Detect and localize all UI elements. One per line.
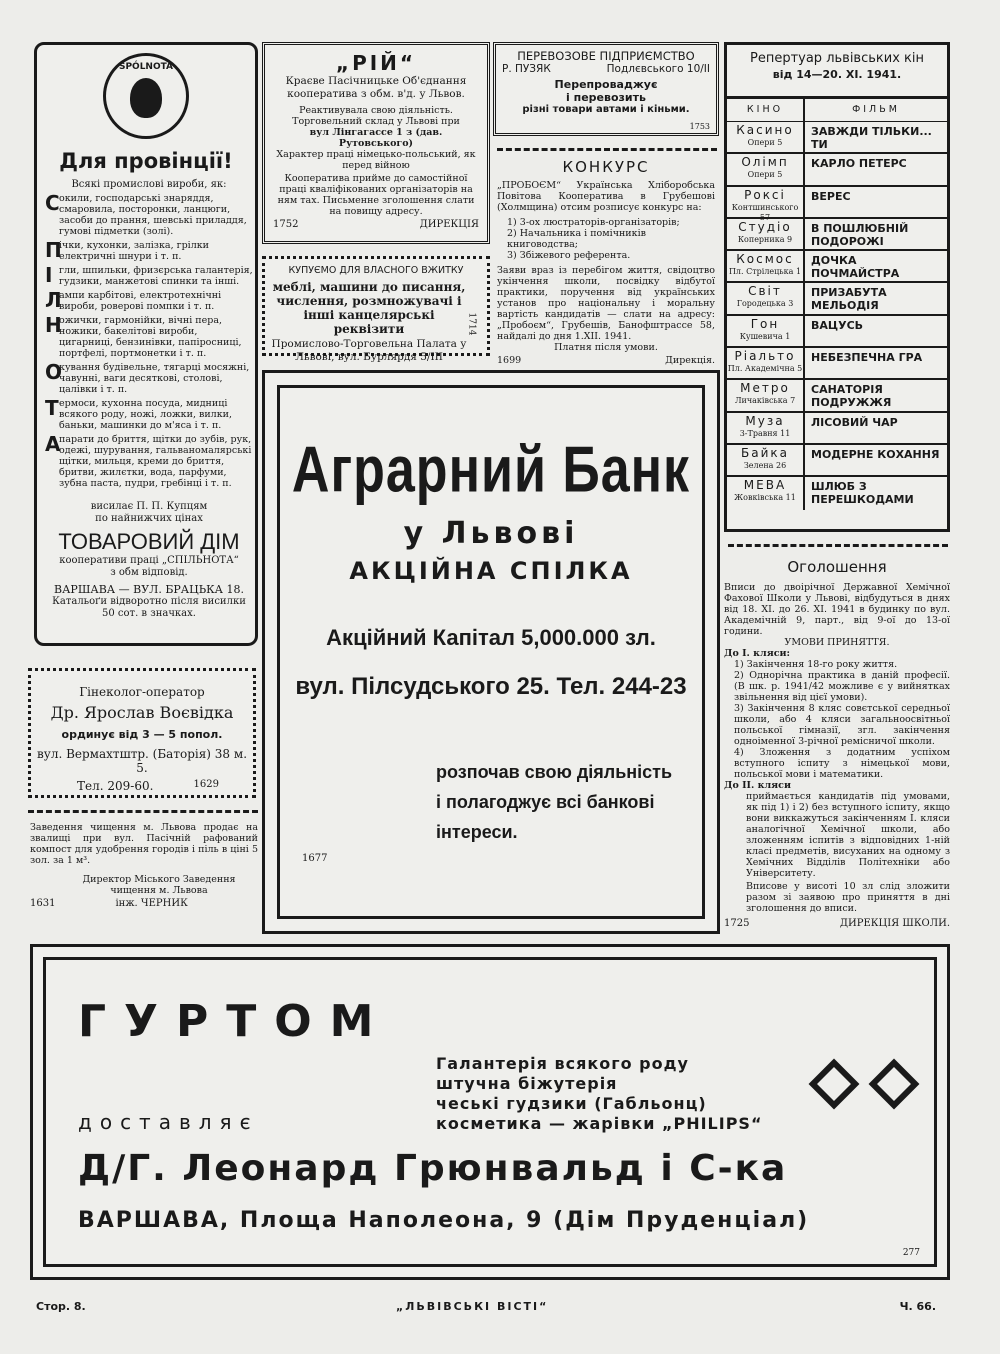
cinema-name: Світ [748, 284, 782, 299]
repertoire-rows [727, 122, 947, 510]
item-text: ампи карбітові, електротехнічні вироби, роверові помпки і т. п. [59, 290, 222, 312]
logo-text: SPÓLNOTA [118, 62, 174, 72]
rii-street: вул Лінгагассе 1 з (дав. Рутовського) [309, 127, 443, 149]
repertoire-row [727, 122, 947, 154]
goods-3: чеські гудзики (Габльонц) [436, 1094, 707, 1113]
cinema-address: Пл. Стрілецька 1 [728, 267, 802, 277]
cinema-repertoire [724, 42, 950, 532]
rii-p3: Кооператива прийме до самостійної праці кваліфікованих організаторів на ням тах. Письменне зголошення слати на повищу адресу. [277, 173, 475, 217]
mercury-head-icon [130, 78, 162, 118]
compost-num: 1631 [30, 898, 56, 909]
bank-l3: інтереси. [436, 822, 518, 842]
newspaper-name: „ЛЬВІВСЬКІ ВІСТІ“ [396, 1300, 549, 1313]
compost-sign3: інж. ЧЕРНИК [115, 898, 188, 909]
contest-item: 1) 3-ох люстраторів-організаторів; [507, 217, 680, 228]
cinema-cell [727, 413, 805, 443]
rii-ad [262, 42, 490, 244]
ann-c2: До ІІ. кляси [724, 780, 792, 791]
transport-addr: Подлєвського 10/II [606, 63, 710, 75]
compost-sign2: чищення м. Львова [110, 885, 208, 896]
provinces-item [45, 193, 253, 237]
provinces-items [45, 193, 253, 492]
cinema-address: Пл. Академічна 5 [727, 364, 803, 374]
col-film: ФІЛЬМ [852, 104, 900, 115]
cinema-cell [727, 122, 805, 152]
repertoire-row [727, 154, 947, 186]
cinema-cell [727, 219, 805, 249]
cinema-cell [727, 380, 805, 410]
cinema-address: Опери 5 [747, 138, 783, 147]
rii-sub: Краєве Пасічницьке Об'єднання кооператива з обм. в'д. у Львов. [285, 75, 467, 100]
spolnota-logo [103, 53, 189, 139]
page-footer [36, 1300, 946, 1320]
item-text: ічки, кухонки, залізка, грілки електричні шнури і т. п. [59, 240, 210, 262]
transport-num: 1753 [689, 122, 710, 131]
ann-intro: Вписи до двоірічної Державної Хемічної Фахової Школи у Львові, відбудуться в днях від 18. XI. до 26. XI. 1941 в будинку по вул. Академічній 9, парт., від 9-ої до 13-ої години. [724, 582, 950, 637]
bank-address: вул. Пілсудського 25. Тел. 244-23 [295, 673, 687, 700]
contest-sign: Дирекція. [665, 355, 715, 366]
provinces-item [45, 265, 253, 287]
agrarian-bank-ad [262, 370, 720, 934]
provinces-item [45, 315, 253, 359]
contest-num: 1699 [497, 355, 522, 366]
provinces-item [45, 434, 253, 489]
cinema-name: Олімп [741, 155, 789, 170]
company-address: ВАРШАВА — ВУЛ. БРАЦЬКА 18. [54, 583, 244, 596]
cinema-cell [727, 445, 805, 475]
note1: висилає П. П. Купцям [90, 501, 208, 512]
film-title: ДОЧКА ПОЧМАЙСТРА [811, 254, 900, 281]
school-announcement [724, 552, 950, 932]
repertoire-row [727, 187, 947, 222]
gyn-name: Др. Ярослав Воєвідка [50, 703, 234, 722]
contest-item: 3) Збіжевого референта. [507, 250, 631, 261]
rii-title: „РІЙ“ [335, 51, 417, 75]
cinema-address: Кушевича 1 [739, 331, 791, 341]
repertoire-columns [727, 99, 947, 122]
divider [28, 810, 258, 813]
bank-capital: Акційний Капітал 5,000.000 зл. [326, 625, 656, 650]
cinema-address: 3-Травня 11 [739, 428, 791, 438]
goods-list [436, 1054, 762, 1134]
item-initial: Н [45, 313, 62, 337]
repertoire-row [727, 219, 947, 251]
buying-ad [262, 256, 490, 363]
transport-title: ПЕРЕВОЗОВЕ ПІДПРИЄМСТВО [517, 49, 695, 63]
ann-item: 2) Однорічна практика в даній професії. (В шк. р. 1941/42 можливе є у вийнятках звільнення від цієї умови). [734, 670, 950, 703]
item-text: ермоси, кухонна посуда, мидниці всякого роду, ножі, ложки, вилки, баньки, машинки до м'яса і т. п. [59, 398, 232, 431]
bank-city: у Львові [403, 516, 579, 551]
item-initial: Л [45, 288, 62, 312]
transport-l3: різні товари автами і кіньми. [522, 104, 690, 115]
contest-intro: „ПРОБОЄМ“ Українська Хліборобська Повітова Кооператива в Грубешові (Холмщина) отсим розписує конкурс на: [497, 180, 715, 213]
gyn-street: вул. Вермахтштр. (Баторія) 38 м. 5. [37, 747, 248, 775]
compost-text: Заведення чищення м. Львова продає на звалищі при вул. Пасічній рафований компост для удобрення городів і піль в ціні 5 зол. за 1 м³. [30, 822, 258, 866]
gurtom-firm: Д/Г. Леонард Грюнвальд і С-ка [78, 1148, 788, 1189]
catalog-line1: Катальоґи відворотно після висилки [52, 596, 246, 607]
film-title: ВАЦУСЬ [811, 318, 864, 332]
contest-text: Заяви враз із перебігом життя, свідоцтво укінчення школи, посвідку відбутої практики, поручення від українських установ про національну і моральну вартість кандидатів — слати на адресу: „Пробоєм“, Грубешів, Банофштрассе 58, найдалі до дня 1.XII. 1941. [497, 265, 715, 342]
cinema-address: Жовківська 11 [734, 493, 796, 503]
ann-items [724, 659, 950, 780]
cinema-address: Зелена 26 [743, 460, 787, 470]
cinema-cell [727, 316, 805, 346]
gurtom-frame [43, 957, 937, 1267]
repertoire-title: Репертуар львівських кін [749, 51, 924, 66]
cinema-name: МЕВА [743, 478, 787, 493]
repertoire-row [727, 251, 947, 283]
transport-l1: Перепроваджує [554, 78, 658, 91]
cinema-name: Роксі [744, 187, 786, 202]
gurtom-num: 277 [902, 1248, 920, 1258]
cinema-cell [727, 187, 805, 222]
diamond-icon [809, 1059, 860, 1110]
gurtom-ad [30, 944, 950, 1280]
compost-sign1: Директор Міського Заведення [82, 874, 236, 885]
item-initial: О [45, 360, 63, 384]
provinces-intro: Всякі промислові вироби, як: [71, 179, 227, 190]
item-text: ожички, гармонійки, вічні пера, ножики, бакелітові вироби, цигарниці, бензинівки, папіросниці, портфелі, портмонетки і т. п. [59, 315, 242, 359]
ann-item: 3) Закінчення 8 кляс совєтської середньої школи, або 4 кляси загальноосвітньої польської гімназії, згл. закінчення одноіменної 3-річної ремісничої школи. [734, 703, 950, 747]
cinema-address: Городецька 3 [736, 299, 794, 309]
note2: по найнижчих цінах [95, 513, 203, 524]
bank-num: 1677 [302, 853, 328, 864]
film-title: ВЕРЕС [811, 189, 851, 203]
page-number: Стор. 8. [36, 1300, 86, 1313]
cinema-address: Коперника 9 [737, 234, 793, 244]
ann-item: 4) Зложення з додатним успіхом вступного іспиту з німецької мови, польської мови і математики. [734, 747, 950, 780]
repertoire-row [727, 283, 947, 315]
gurtom-address: ВАРШАВА, Площа Наполеона, 9 (Дім Пруденціал) [78, 1208, 810, 1233]
provinces-item [45, 398, 253, 431]
cinema-cell [727, 251, 805, 281]
repertoire-row [727, 348, 947, 380]
cinema-name: Касино [736, 123, 794, 137]
col-cinema: КІНО [727, 99, 805, 121]
provinces-item [45, 240, 253, 262]
diamond-icon [869, 1059, 920, 1110]
contest-pay: Платня після умови. [554, 342, 658, 353]
item-initial: П [45, 238, 62, 262]
provinces-item [45, 290, 253, 312]
ann-sign: ДИРЕКЦІЯ ШКОЛИ. [839, 918, 950, 929]
bank-l1: розпочав свою діяльність [436, 762, 673, 782]
film-title: ПРИЗАБУТА МЕЛЬОДІЯ [811, 286, 887, 313]
ann-item: 1) Закінчення 18-го року життя. [734, 659, 898, 670]
film-title: САНАТОРІЯ ПОДРУЖЖЯ [811, 383, 892, 410]
catalog-line2: 50 сот. в значках. [102, 608, 196, 619]
contest-ad [493, 146, 719, 366]
provinces-title: Для провінції! [59, 149, 233, 173]
cinema-address: Контшинського 57 [731, 202, 799, 222]
buying-line2: меблі, машини до писання, числення, розмножувачі і інші канцелярські реквізити [272, 280, 466, 336]
transport-l2: і перевозить [566, 91, 646, 104]
cinema-name: Гон [750, 316, 780, 331]
repertoire-row [727, 380, 947, 412]
goods-2: штучна біжутерія [436, 1074, 618, 1093]
gynecologist-ad [28, 668, 256, 798]
item-text: окили, господарські знаряддя, смаровила, посторонки, ланцюги, засоби до прання, шевські приладдя, гумові підметки (золі). [59, 193, 247, 237]
buying-line1: КУПУЄМО ДЛЯ ВЛАСНОГО ВЖИТКУ [288, 265, 464, 276]
gyn-hours: ординує від 3 — 5 попол. [61, 728, 223, 741]
gyn-phone: Тел. 209-60. [77, 779, 154, 793]
film-title: НЕБЕЗПЕЧНА ГРА [811, 351, 923, 365]
item-initial: А [45, 432, 61, 456]
film-title: МОДЕРНЕ КОХАННЯ [811, 447, 940, 461]
cinema-address: Личаківська 7 [734, 396, 796, 406]
goods-1: Галантерія всякого роду [436, 1054, 689, 1073]
compost-ad [30, 822, 258, 930]
cinema-cell [727, 348, 805, 378]
repertoire-row [727, 445, 947, 477]
item-initial: І [45, 263, 53, 287]
item-text: парати до бриття, щітки до зубів, рук, одежі, шурування, гальваномалярські щітки, мильця, креми до бриття, бритви, жилєтки, вода, парфуми, зубна паста, пудри, гребінці і т. п. [59, 434, 252, 489]
issue-number: Ч. 66. [899, 1300, 936, 1313]
company-sub2: з обм відповід. [110, 567, 188, 578]
gyn-line1: Гінеколог-оператор [79, 685, 205, 699]
repertoire-header [727, 45, 947, 99]
contest-items [507, 217, 715, 261]
gurtom-delivers: доставляє [78, 1110, 259, 1134]
contest-item: 2) Начальника і помічників книговодства; [507, 228, 646, 250]
film-title: В ПОШЛЮБНІЙ ПОДОРОЖІ [811, 221, 909, 248]
item-text: гли, шпильки, фризєрська галантерія, гудзики, манжетові спинки та інші. [59, 265, 253, 287]
gyn-num: 1629 [193, 779, 219, 790]
bank-type: АКЦІЙНА СПІЛКА [349, 557, 633, 585]
cinema-name: Студіо [738, 219, 792, 234]
item-initial: Т [45, 396, 59, 420]
film-title: КАРЛО ПЕТЕРС [811, 157, 907, 171]
film-title: ЛІСОВИЙ ЧАР [811, 415, 898, 429]
provinces-footer [43, 501, 255, 620]
repertoire-row [727, 413, 947, 445]
rii-p2: Характер праці німецько-польський, як перед війною [276, 149, 476, 171]
company-sub1: кооперативи праці „СПІЛЬНОТА“ [59, 555, 239, 566]
repertoire-row [727, 316, 947, 348]
ann-c1: До І. кляси: [724, 648, 791, 659]
cinema-cell [727, 283, 805, 313]
cinema-cell [727, 477, 805, 509]
repertoire-row [727, 477, 947, 509]
bank-title: Аграрний Банк [291, 433, 691, 507]
contest-title: КОНКУРС [562, 158, 650, 176]
provinces-ad [34, 42, 258, 646]
goods-4: косметика — жарівки „PHILIPS“ [436, 1114, 763, 1133]
item-initial: С [45, 191, 60, 215]
buying-line3: Промислово-Торговельна Палата у Львові, вул. Бурлярдя 5/III [271, 338, 467, 363]
buying-num: 1714 [466, 312, 477, 336]
gurtom-title: ГУРТОМ [78, 996, 392, 1047]
transport-name: Р. ПУЗЯК [502, 63, 551, 75]
rii-sign: ДИРЕКЦІЯ [419, 219, 479, 230]
bank-l2: і полагоджує всі банкові [436, 792, 655, 812]
repertoire-dates: від 14—20. XI. 1941. [772, 68, 902, 81]
cinema-name: Ріальто [734, 349, 796, 364]
cinema-name: Метро [740, 381, 790, 396]
cinema-name: Космос [736, 252, 794, 267]
ann-cond: УМОВИ ПРИНЯТТЯ. [784, 637, 890, 648]
cinema-address: Опери 5 [747, 170, 783, 180]
ann-title: Оголошення [787, 558, 887, 576]
bank-frame [277, 385, 705, 919]
transport-ad [493, 42, 719, 136]
film-title: ЗАВЖДИ ТІЛЬКИ... ТИ [811, 125, 932, 151]
ann-fee: Вписове у висоті 10 зл слід зложити разом зі заявою про приняття в дні зголошення до вписи. [746, 881, 950, 914]
cinema-cell [727, 154, 805, 184]
cinema-name: Муза [745, 413, 785, 428]
rii-p1: Реактивувала свою діяльність. Торговельний склад у Львові при [292, 105, 460, 127]
company-name: ТОВАРОВИЙ ДІМ [58, 529, 240, 554]
film-title: ШЛЮБ З ПЕРЕШКОДАМИ [811, 480, 914, 507]
divider [728, 544, 948, 547]
item-text: кування будівельне, тягарці мосяжні, чавунні, ваги десяткові, столові, цалівки і т. п. [59, 362, 250, 395]
rii-num: 1752 [273, 219, 299, 230]
cinema-name: Байка [741, 445, 789, 460]
provinces-item [45, 362, 253, 395]
ann-num: 1725 [724, 918, 750, 929]
ann-c2-text: приймається кандидатів під умовами, як під 1) і 2) без вступного іспиту, якщо вони виккажуться закінченням І. кляси аналогічної Хемічної школи, або зложенням іспитів з відповідних 1-ній класі предметів, висуханих на одному з Хемічних Відділів Політехніки або Університету. [746, 791, 950, 879]
